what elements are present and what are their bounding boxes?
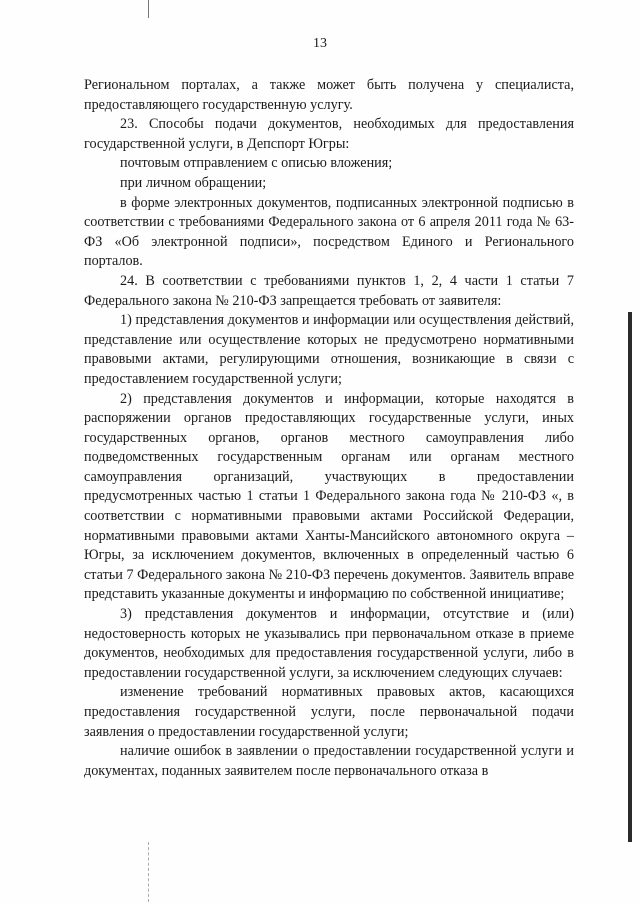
paragraph-exception-change: изменение требований нормативных правовых актов, касающихся предоставления государственной услуги, после первоначальной подачи заявления о предоставлении государственной услуги;: [84, 684, 574, 740]
paragraph-subitem-3: 3) представления документов и информации, отсутствие и (или) недостоверность которых не указывались при первоначальном отказе в приеме документов, необходимых для предоставления государственной услуги, либо в предоставлении государственной услуги, за исключением следующих случаев:: [84, 606, 574, 681]
paragraph-subitem-2: 2) представления документов и информации, которые находятся в распоряжении органов предоставляющих государственные услуги, иных государственных органов, органов местного самоуправления либо подведомственных государственным органам или органам местного самоуправления организаций, участвующих в предоставлении предусмотренных частью 1 статьи 1 Федерального закона года № 210-ФЗ «, в соответствии с нормативными правовыми актами Российской Федерации, нормативными правовыми актами Ханты-Мансийского автономного округа – Югры, за исключением документов, включенных в определенный частью 6 статьи 7 Федерального закона № 210-ФЗ перечень документов. Заявитель вправе представить указанные документы и информацию по собственной инициативе;: [84, 390, 574, 603]
paragraph-item-24: 24. В соответствии с требованиями пунктов 1, 2, 4 части 1 статьи 7 Федерального закона № 210-ФЗ запрещается требовать от заявителя:: [84, 272, 574, 309]
paragraph-electronic-form: в форме электронных документов, подписанных электронной подписью в соответствии с требованиями Федерального закона от 6 апреля 2011 года № 63-ФЗ «Об электронной подписи», посредством Единого и Регионального порталов.: [84, 194, 574, 270]
list-item-mail: почтовым отправлением с описью вложения;: [120, 155, 393, 172]
paragraph-exception-errors: наличие ошибок в заявлении о предоставлении государственной услуги и документах, поданных заявителем после первоначального отказа в: [84, 743, 574, 779]
list-item-in-person: при личном обращении;: [120, 174, 267, 191]
page-number: 13: [313, 36, 327, 51]
scan-artifact-bottom: [148, 842, 150, 902]
scan-edge-mark: [628, 312, 632, 842]
paragraph-continuation: Региональном порталах, а также может быть получена у специалиста, предоставляющего государственную услугу.: [84, 77, 574, 113]
document-body: [84, 76, 574, 781]
paragraph-item-23: 23. Способы подачи документов, необходимых для предоставления государственной услуги, в Депспорт Югры:: [84, 116, 574, 152]
paragraph-subitem-1: 1) представления документов и информации или осуществления действий, представление или осуществление которых не предусмотрено нормативными правовыми актами, регулирующими отношения, возникающие в связи с предоставлением государственной услуги;: [84, 312, 574, 387]
scan-artifact-top: [148, 0, 149, 18]
